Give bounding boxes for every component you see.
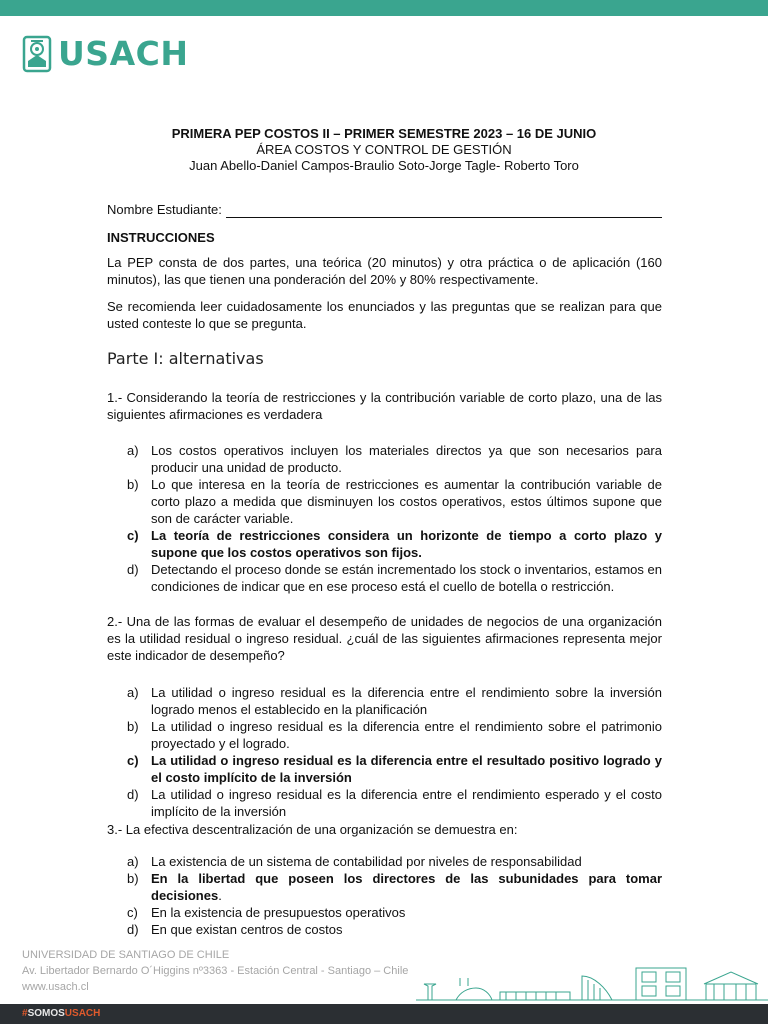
option-item (127, 718, 662, 752)
hashtag-somosusach (22, 1007, 100, 1021)
footer-address-block (22, 947, 408, 995)
option-text: Los costos operativos incluyen los materiales directos ya que son necesarios para producir una unidad de producto. (151, 443, 662, 475)
option-text: Lo que interesa en la teoría de restricciones es aumentar la contribución variable de corto plazo a medida que disminuyen los costos operativos, estos últimos supone que son de carácter variable. (151, 477, 662, 526)
option-text (151, 870, 662, 904)
option-text: Detectando el proceso donde se están incrementado los stock o inventarios, estamos en condiciones de indicar que en ese proceso está el cuello de botella o restricción. (151, 562, 662, 594)
student-name-blank (226, 204, 662, 218)
usach-logo (22, 34, 188, 74)
brand-name: USACH (58, 34, 189, 73)
option-item (127, 904, 662, 921)
part-title: Parte I: alternativas (107, 349, 264, 368)
footer-website[interactable]: www.usach.cl (22, 981, 89, 993)
hashtag-symbol: # (22, 1008, 28, 1019)
option-text: La utilidad o ingreso residual es la diferencia entre el rendimiento esperado y el costo implícito de la inversión (151, 787, 662, 819)
question-3: 3.- La efectiva descentralización de una organización se demuestra en: (107, 822, 518, 837)
option-letter: c) (127, 905, 138, 920)
option-text: En que existan centros de costos (151, 922, 343, 937)
option-item-answer (127, 752, 662, 786)
instructions-title: INSTRUCCIONES (107, 230, 215, 245)
option-item (127, 476, 662, 527)
option-item (127, 921, 662, 938)
option-item (127, 561, 662, 595)
question-1: 1.- Considerando la teoría de restricciones y la contribución variable de corto plazo, una de las siguientes afirmaciones es verdadera (107, 390, 662, 422)
option-letter: d) (127, 562, 139, 577)
instructions-paragraph-2: Se recomienda leer cuidadosamente los enunciados y las preguntas que se realizan para que usted conteste lo que se pregunta. (107, 299, 662, 331)
option-letter: c) (127, 528, 139, 543)
option-text: La utilidad o ingreso residual es la diferencia entre el rendimiento sobre el patrimonio proyectado y el logrado. (151, 719, 662, 751)
option-text: La utilidad o ingreso residual es la diferencia entre el resultado positivo logrado y el costo implícito de la inversión (151, 753, 662, 785)
option-item-answer (127, 527, 662, 561)
option-letter: d) (127, 787, 139, 802)
document-header (0, 126, 768, 174)
option-item (127, 684, 662, 718)
question-2-options (127, 684, 662, 820)
option-item-answer (127, 870, 662, 904)
option-text: La teoría de restricciones considera un horizonte de tiempo a corto plazo y supone que los costos operativos son fijos. (151, 528, 662, 560)
option-letter: b) (127, 871, 139, 886)
option-letter: a) (127, 685, 139, 700)
option-text-bold: En la libertad que poseen los directores de las subunidades para tomar decisiones (151, 871, 662, 903)
footer-university: UNIVERSIDAD DE SANTIAGO DE CHILE (22, 949, 230, 961)
option-letter: a) (127, 443, 139, 458)
authors: Juan Abello-Daniel Campos-Braulio Soto-Jorge Tagle- Roberto Toro (189, 158, 579, 173)
question-3-options (127, 853, 662, 938)
option-item (127, 442, 662, 476)
option-text: En la existencia de presupuestos operativos (151, 905, 406, 920)
option-letter: b) (127, 719, 139, 734)
exam-title: PRIMERA PEP COSTOS II – PRIMER SEMESTRE 2023 – 16 DE JUNIO (171, 126, 597, 141)
top-brand-bar (0, 0, 768, 16)
instructions-paragraph-1: La PEP consta de dos partes, una teórica (20 minutos) y otra práctica o de aplicación (160 minutos), las que tienen una ponderación del 20% y 80% respectivamente. (107, 255, 662, 287)
student-name-label: Nombre Estudiante: (107, 202, 222, 217)
area-name: ÁREA COSTOS Y CONTROL DE GESTIÓN (256, 142, 512, 157)
option-letter: d) (127, 922, 139, 937)
question-1-options (127, 442, 662, 595)
option-letter: a) (127, 854, 139, 869)
option-text-suffix: . (218, 888, 222, 903)
student-name-line (107, 201, 662, 218)
hashtag-part-1: SOMOS (27, 1008, 65, 1019)
footer-bar (0, 1004, 768, 1024)
question-2: 2.- Una de las formas de evaluar el desempeño de unidades de negocios de una organización es la utilidad residual o ingreso residual. ¿cuál de las siguientes afirmaciones representa mejor este indicador de desempeño? (107, 614, 662, 663)
option-text: La utilidad o ingreso residual es la diferencia entre el rendimiento sobre la inversión logrado menos el establecido en la planificación (151, 685, 662, 717)
option-letter: c) (127, 753, 139, 768)
campus-skyline-icon (416, 962, 768, 1002)
hashtag-part-2: USACH (64, 1008, 101, 1019)
university-crest-icon (22, 35, 52, 73)
option-letter: b) (127, 477, 139, 492)
option-text: La existencia de un sistema de contabilidad por niveles de responsabilidad (151, 854, 582, 869)
option-item (127, 786, 662, 820)
option-item (127, 853, 662, 870)
footer-address: Av. Libertador Bernardo O´Higgins nº3363 - Estación Central - Santiago – Chile (22, 965, 409, 977)
